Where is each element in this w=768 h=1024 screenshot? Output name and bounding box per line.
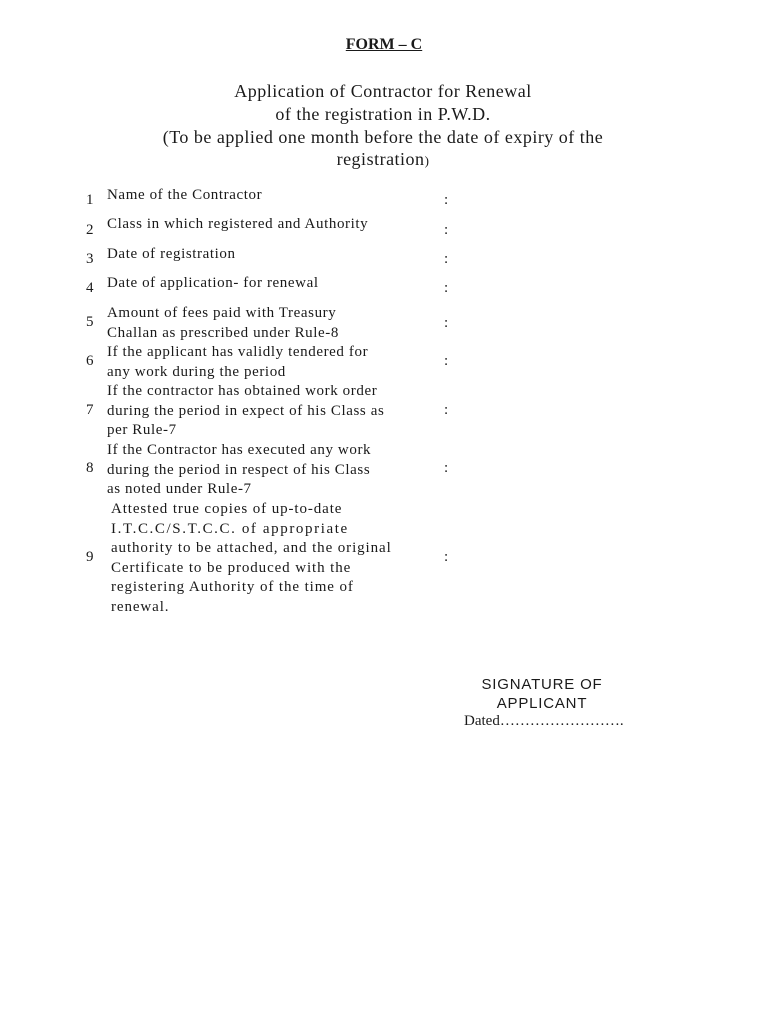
row-label-line: as noted under Rule-7: [107, 481, 252, 497]
heading-line-2: of the registration in P.W.D.: [275, 104, 491, 124]
row-label-line: If the applicant has validly tendered for: [107, 344, 369, 360]
row-label-line: Date of registration: [107, 246, 236, 262]
row-label-line: during the period in expect of his Class as: [107, 402, 385, 419]
signature-line-1: SIGNATURE OF: [481, 676, 603, 693]
row-number: 6: [86, 353, 94, 369]
form-code-text: FORM – C: [345, 36, 423, 53]
row-number: 4: [86, 280, 94, 296]
row-number: 9: [86, 549, 94, 565]
row-number: 5: [86, 314, 94, 330]
row-number: 1: [86, 192, 94, 208]
row-colon: :: [444, 192, 449, 208]
heading-line-4-word: registration: [336, 149, 425, 169]
row-label: [107, 186, 442, 206]
row-colon: :: [444, 222, 449, 238]
row-label: [107, 343, 442, 382]
form-code-title: [0, 36, 768, 54]
row-label: [107, 274, 442, 294]
row-label: [107, 245, 442, 265]
row-number: 3: [86, 251, 94, 267]
row-number: 2: [86, 222, 94, 238]
row-label-line: I.T.C.C/S.T.C.C. of appropriate: [111, 520, 349, 537]
signature-line-2: APPLICANT: [496, 695, 588, 712]
row-label-line: during the period in respect of his Class: [107, 461, 371, 478]
row-label-line: Date of application- for renewal: [107, 275, 319, 291]
heading-line-1: Application of Contractor for Renewal: [234, 81, 532, 101]
row-label-line: Attested true copies of up-to-date: [111, 501, 343, 517]
row-colon: :: [444, 315, 449, 331]
row-label-line: If the contractor has obtained work order: [107, 383, 378, 399]
row-colon: :: [444, 460, 449, 476]
row-label-line: If the Contractor has executed any work: [107, 442, 372, 458]
row-label-line: Class in which registered and Authority: [107, 216, 369, 232]
row-label: [107, 304, 442, 343]
row-label: [107, 215, 442, 235]
row-colon: :: [444, 353, 449, 369]
signature-block: [452, 675, 632, 713]
row-label-line: per Rule-7: [107, 422, 177, 438]
heading-line-3: (To be applied one month before the date of expiry of the: [162, 127, 604, 147]
row-label-line: authority to be attached, and the original: [111, 540, 392, 556]
row-number: 8: [86, 460, 94, 476]
row-label-line: renewal.: [111, 598, 170, 615]
row-label-line: any work during the period: [107, 363, 286, 380]
row-colon: :: [444, 549, 449, 565]
row-colon: :: [444, 402, 449, 418]
row-colon: :: [444, 280, 449, 296]
row-colon: :: [444, 251, 449, 267]
row-label-line: registering Authority of the time of: [111, 579, 354, 595]
heading-line-4-paren: ): [424, 153, 430, 168]
dated-field: Dated…………………….: [464, 713, 624, 729]
row-label-line: Challan as prescribed under Rule-8: [107, 324, 339, 341]
row-label: [111, 500, 449, 617]
row-label: [107, 382, 442, 441]
row-number: 7: [86, 402, 94, 418]
row-label: [107, 441, 442, 500]
row-label-line: Name of the Contractor: [107, 187, 263, 203]
row-label-line: Certificate to be produced with the: [111, 559, 352, 576]
row-label-line: Amount of fees paid with Treasury: [107, 305, 337, 321]
heading-line-4: [0, 148, 766, 172]
